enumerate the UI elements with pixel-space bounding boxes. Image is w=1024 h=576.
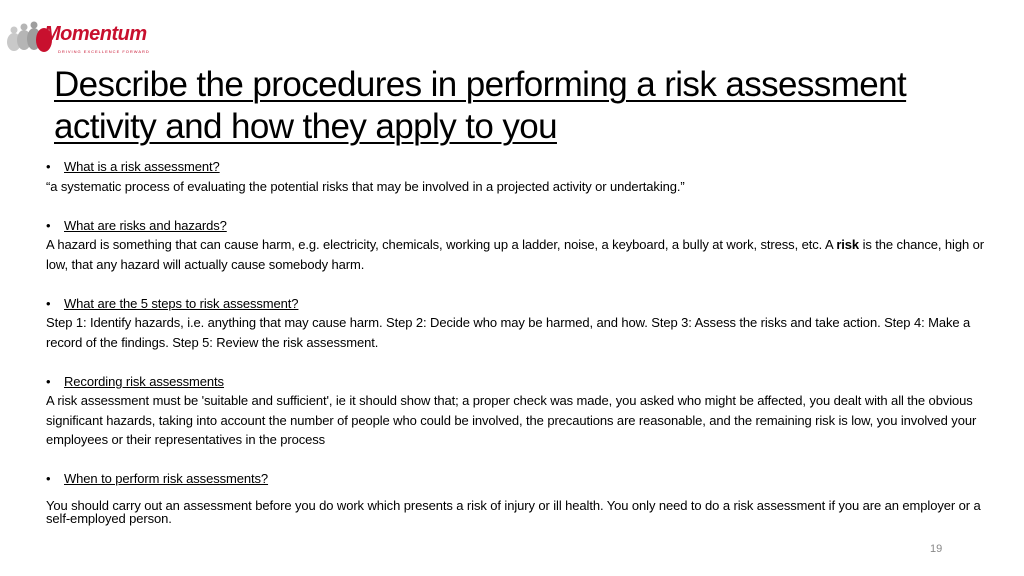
- bullet-dot: •: [46, 373, 51, 389]
- momentum-logo: [4, 20, 150, 60]
- section-body-text: is the chance, high or low, that any hazard will actually cause somebody harm.: [46, 237, 984, 272]
- section-body: “a systematic process of evaluating the potential risks that may be involved in a projected activity or undertaking.”: [46, 178, 685, 194]
- section-question: When to perform risk assessments?: [64, 471, 269, 486]
- section-body: Step 1: Identify hazards, i.e. anything that may cause harm. Step 2: Decide who may be harmed, and how. Step 3: Assess the risks and take action. Step 4: Make a record of the findings. Step 5: Review the risk assessment.: [46, 315, 971, 350]
- logo-text: Momentum: [44, 23, 147, 45]
- bullet-dot: •: [46, 217, 51, 233]
- bullet-item: [46, 294, 996, 314]
- section-question: What are risks and hazards?: [64, 217, 227, 233]
- section-body-text: A hazard is something that can cause harm, e.g. electricity, chemicals, working up a ladder, noise, a keyboard, a bully at work, stress, etc. A: [46, 237, 837, 252]
- logo-tagline: DRIVING EXCELLENCE FORWARD: [58, 49, 150, 54]
- bullet-item: [46, 372, 996, 392]
- bullet-item: [46, 216, 996, 236]
- bullet-dot: •: [46, 159, 51, 174]
- section-question: What are the 5 steps to risk assessment?: [64, 295, 299, 311]
- section-body-bold: risk: [836, 237, 860, 252]
- slide-content: [46, 157, 996, 525]
- section-question: Recording risk assessments: [64, 373, 224, 389]
- page-number: 19: [930, 543, 943, 555]
- bullet-dot: •: [46, 295, 51, 311]
- section-question: What is a risk assessment?: [64, 159, 220, 174]
- bullet-item: [46, 469, 996, 489]
- bullet-dot: •: [46, 471, 51, 486]
- bullet-item: [46, 157, 996, 177]
- section-body: [46, 235, 996, 274]
- section-body: You should carry out an assessment before you do work which presents a risk of injury or ill health. You only need to do a risk assessment if you are an employer or a self-employed person.: [46, 497, 981, 526]
- slide-title: Describe the procedures in performing a risk assessment activity and how they apply to you: [54, 65, 907, 146]
- section-body: A risk assessment must be 'suitable and sufficient', ie it should show that; a proper check was made, you asked who might be affected, you dealt with all the obvious significant hazards, taking into account the number of people who could be involved, the precautions are reasonable, and the remaining risk is low, you involved your employees or their representatives in the process: [46, 393, 977, 447]
